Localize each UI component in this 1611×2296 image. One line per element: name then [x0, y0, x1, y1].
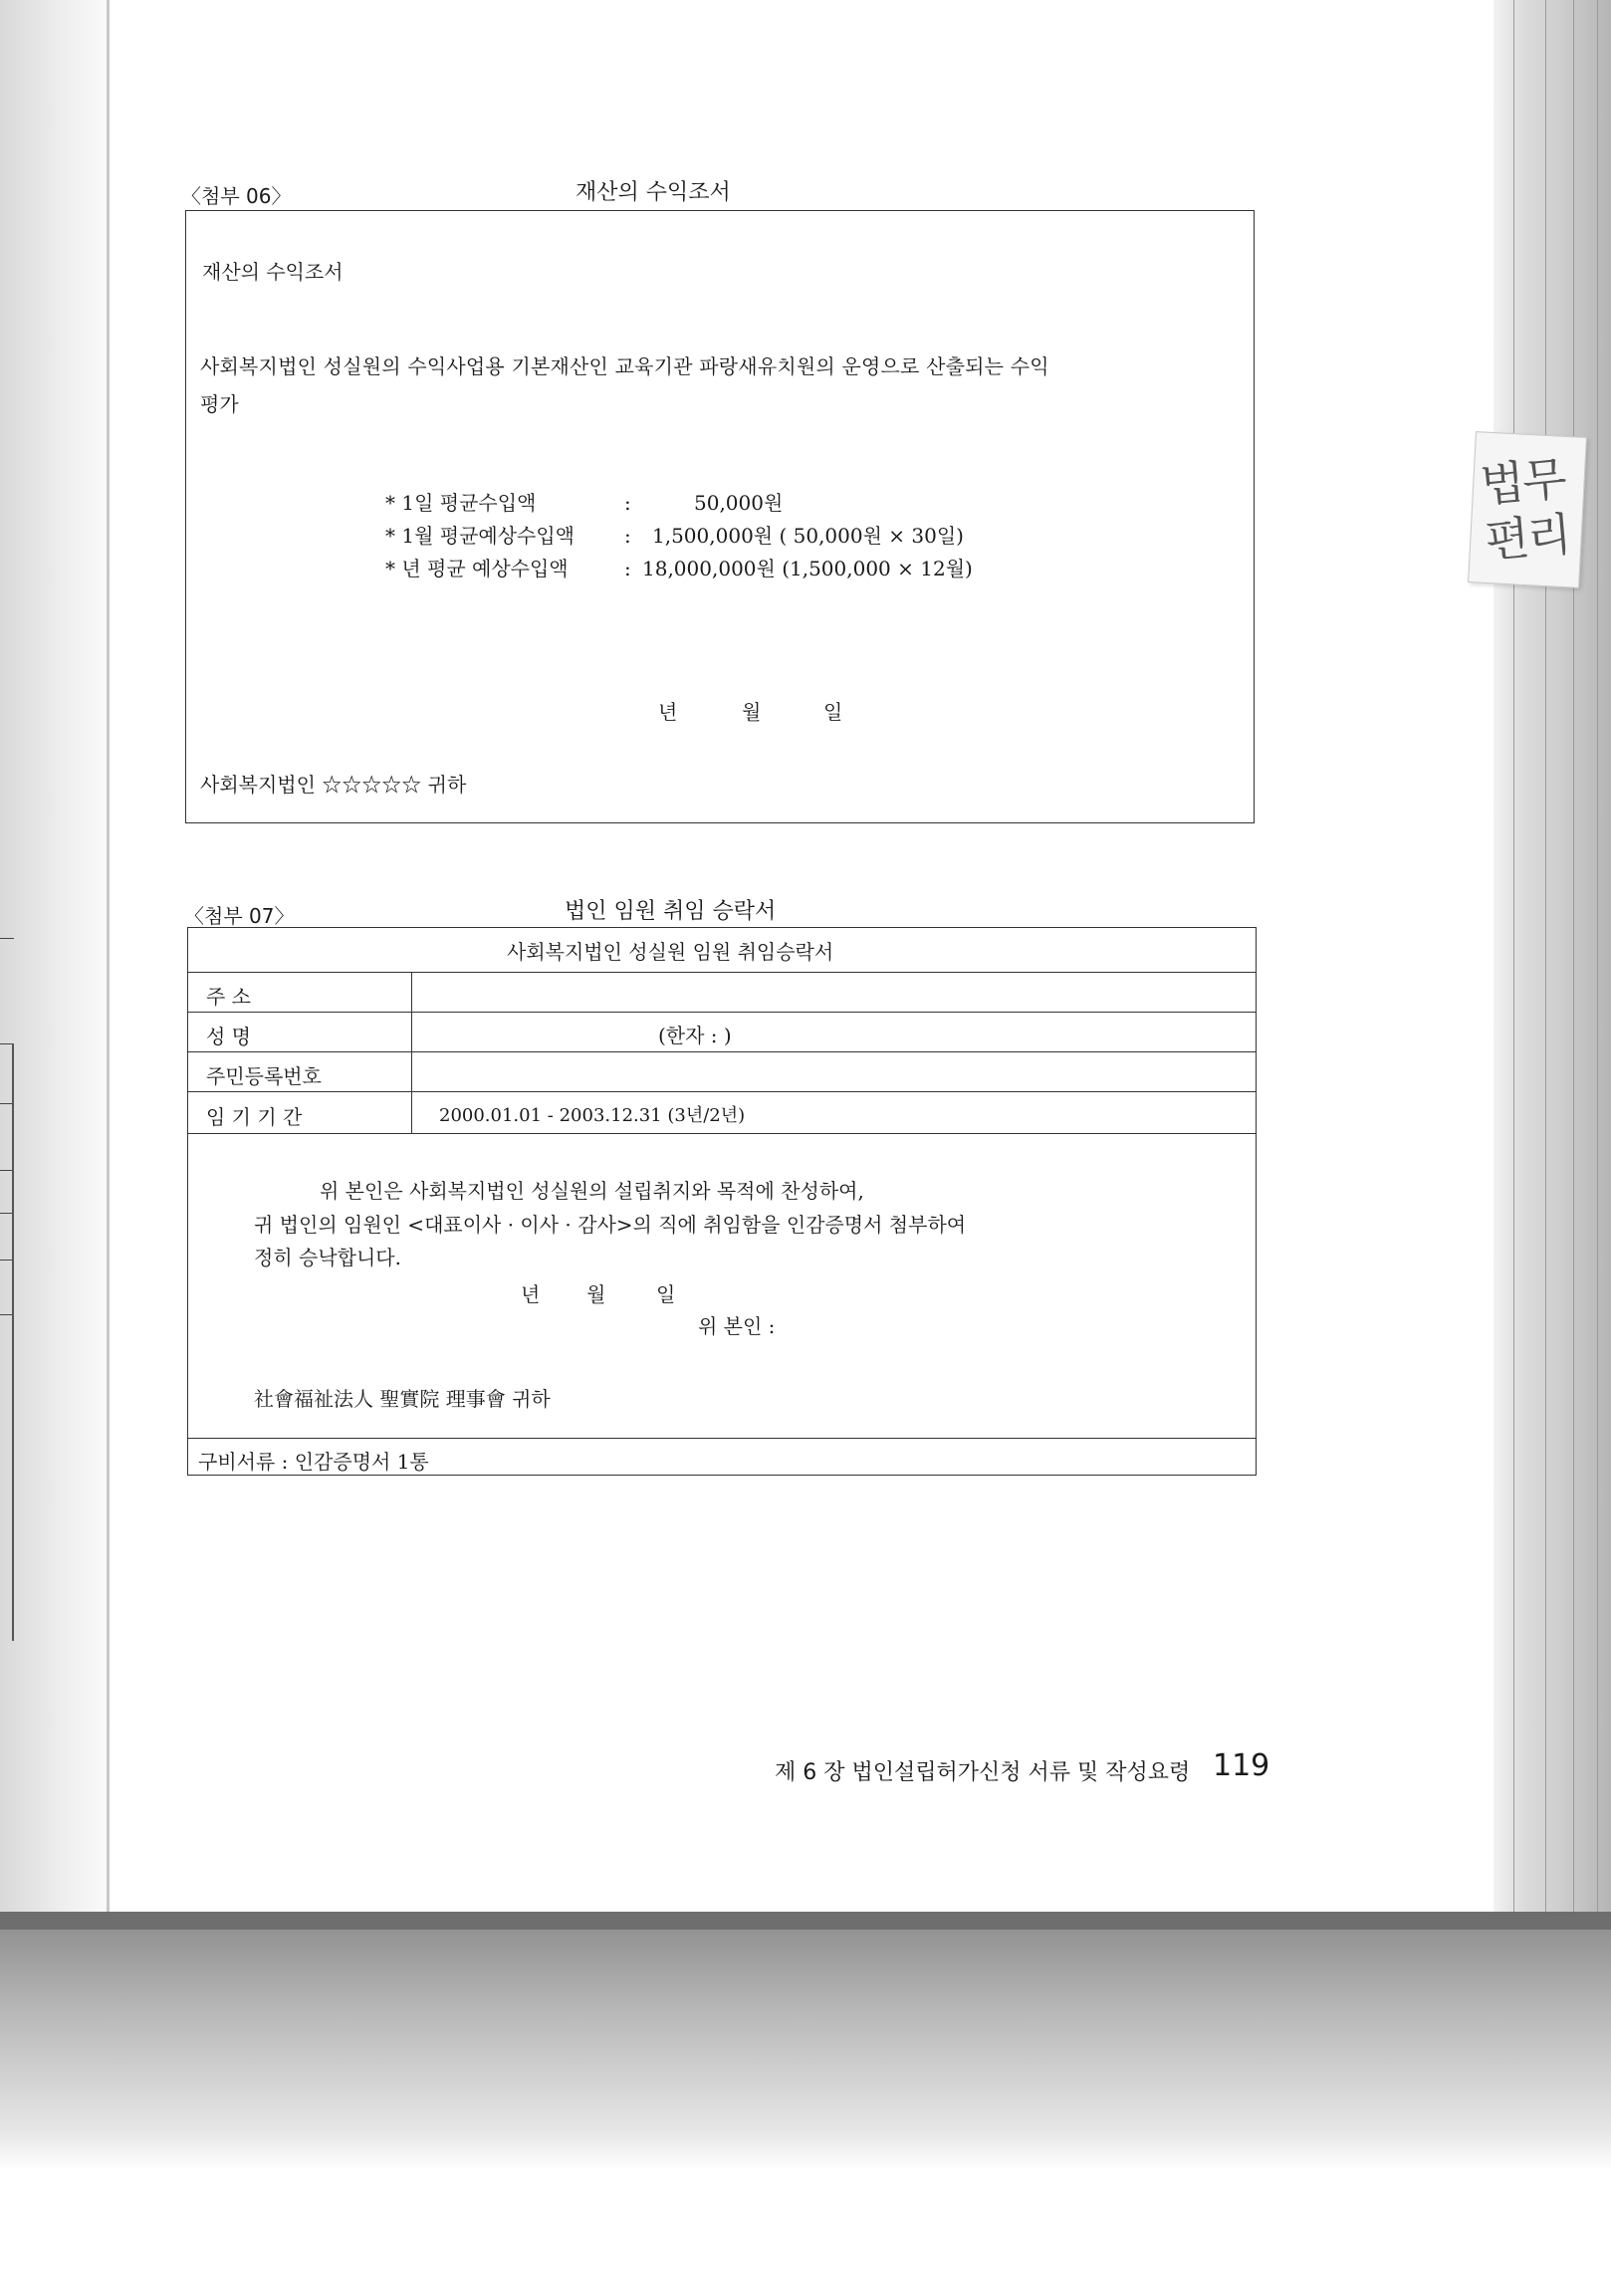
consent-body-line3: 정히 승낙합니다. [254, 1246, 401, 1269]
scan-left-shadow [0, 0, 110, 1991]
row-value: 18,000,000원 (1,500,000 × 12월) [642, 557, 973, 580]
consent-date-month: 월 [586, 1282, 606, 1306]
row-label: * 1월 평균예상수입액 [385, 524, 575, 548]
date-day: 일 [823, 700, 843, 724]
income-statement-box [185, 210, 1255, 823]
scan-left-rule [0, 938, 14, 939]
date-year: 년 [658, 700, 678, 724]
consent-form-title: 사회복지법인 성실원 임원 취임승락서 [507, 940, 834, 964]
sticky-note-text: 법무 편리 [1478, 451, 1572, 569]
field-label-address: 주 소 [206, 985, 251, 1009]
chapter-footer: 제 6 장 법인설립허가신청 서류 및 작성요령 [775, 1760, 1191, 1785]
consent-required-documents: 구비서류 : 인감증명서 1통 [198, 1450, 429, 1474]
field-value-term: 2000.01.01 - 2003.12.31 (3년/2년) [439, 1105, 746, 1126]
row-colon: : [624, 524, 631, 548]
income-addressee: 사회복지법인 ☆☆☆☆☆ 귀하 [200, 773, 467, 797]
consent-date-year: 년 [521, 1282, 541, 1306]
row-value: 1,500,000원 ( 50,000원 × 30일) [652, 524, 964, 548]
consent-date-day: 일 [656, 1282, 676, 1306]
income-description-line2: 평가 [200, 392, 239, 416]
attachment-07-tag: 〈첨부 07〉 [184, 904, 295, 928]
scan-right-shadow [1494, 0, 1611, 1991]
row-colon: : [624, 557, 631, 580]
income-description-line1: 사회복지법인 성실원의 수익사업용 기본재산인 교육기관 파랑새유치원의 운영으로 산출되는 수익 [200, 354, 1049, 378]
field-label-term: 임 기 기 간 [206, 1105, 303, 1129]
consent-body-line1: 위 본인은 사회복지법인 성실원의 설립취지와 목적에 찬성하여, [320, 1179, 864, 1203]
consent-body-line2: 귀 법인의 임원인 <대표이사 · 이사 · 감사>의 직에 취임함을 인감증명서 첨부하여 [254, 1213, 967, 1237]
date-month: 월 [742, 700, 762, 724]
field-label-name: 성 명 [206, 1025, 251, 1048]
consent-addressee: 社會福祉法人 聖實院 理事會 귀하 [254, 1387, 551, 1411]
row-label: * 1일 평균수입액 [385, 491, 537, 515]
scan-bottom-shadow [0, 1912, 1611, 2171]
field-value-name: (한자 : ) [658, 1024, 732, 1047]
page-number: 119 [1213, 1748, 1270, 1783]
appointment-consent-form [187, 927, 1257, 1476]
income-box-title: 재산의 수익조서 [202, 260, 344, 284]
row-value: 50,000원 [694, 491, 784, 515]
sticky-note [1468, 431, 1587, 588]
attachment-06-title: 재산의 수익조서 [575, 180, 731, 205]
row-colon: : [624, 491, 631, 515]
attachment-07-title: 법인 임원 취임 승락서 [565, 899, 777, 924]
consent-signer: 위 본인 : [698, 1314, 776, 1338]
scan-left-edge [12, 1043, 14, 1641]
field-label-resident-number: 주민등록번호 [206, 1064, 322, 1088]
attachment-06-tag: 〈첨부 06〉 [181, 184, 292, 208]
row-label: * 년 평균 예상수입액 [385, 557, 569, 580]
